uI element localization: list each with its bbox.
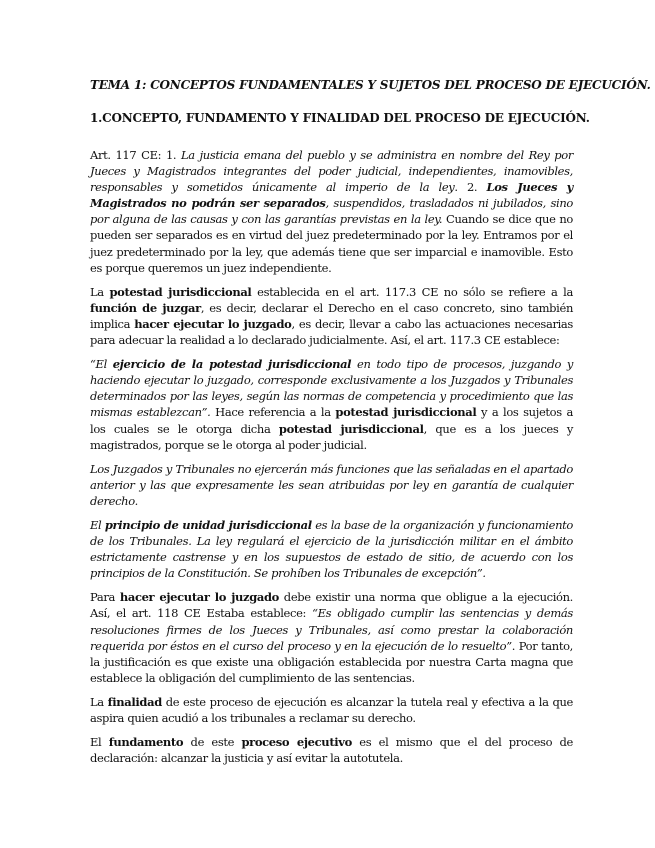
paragraph-unidad: El principio de unidad jurisdiccional es la base de la organización y funcionamiento de los Tribunales. La ley regulará el ejercicio de la jurisdicción militar en el ámbito estrictamente castrense y en los supuestos de estado de sitio, de acuerdo con los principios de la Constitución. Se prohíben los Tribunales de excepción”. bbox=[90, 517, 573, 581]
paragraph-juzgados: Los Juzgados y Tribunales no ejercerán más funciones que las señaladas en el apartado anterior y las que expresamente les sean atribuidas por ley en garantía de cualquier derecho. bbox=[90, 461, 573, 508]
paragraph-potestad: La potestad jurisdiccional establecida en el art. 117.3 CE no sólo se refiere a la función de juzgar, es decir, declarar el Derecho en el caso concreto, sino también implica hacer ejecutar lo juzgado, es decir, llevar a cabo las actuaciones necesarias para adecuar la realidad a lo declarado judicialmente. Así, el art. 117.3 CE establece: bbox=[90, 284, 574, 348]
paragraph-finalidad: La finalidad de este proceso de ejecución es alcanzar la tutela real y efectiva a la que aspira quien acudió a los tribunales a reclamar su derecho. bbox=[90, 694, 573, 725]
paragraph-fundamento: El fundamento de este proceso ejecutivo es el mismo que el del proceso de declaración: alcanzar la justicia y así evitar la autotutela. bbox=[90, 735, 573, 766]
document-body bbox=[90, 147, 573, 774]
paragraph-ejercicio: “El ejercicio de la potestad jurisdiccional en todo tipo de procesos, juzgando y haciendo ejecutar lo juzgado, corresponde exclusivamente a los Juzgados y Tribunales determinados por las leyes, según las normas de competencia y procedimiento que las mismas establezcan”. Hace referencia a la potestad jurisdiccional y a los sujetos a los cuales se le otorga dicha potestad jurisdiccional, que es a los jueces y magistrados, porque se le otorga al poder judicial. bbox=[90, 357, 573, 452]
section-heading: 1.CONCEPTO, FUNDAMENTO Y FINALIDAD DEL PROCESO DE EJECUCIÓN. bbox=[90, 111, 590, 125]
paragraph-art-117: Art. 117 CE: 1. La justicia emana del pueblo y se administra en nombre del Rey por Jueces y Magistrados integrantes del poder judicial, independientes, inamovibles, responsables y sometidos únicamente al imperio de la ley. 2. Los Jueces y Magistrados no podrán ser separados, suspendidos, trasladados ni jubilados, sino por alguna de las causas y con las garantías previstas en la ley. Cuando se dice que no pueden ser separados es en virtud del juez predeterminado por la ley. Entramos por el juez predeterminado por la ley, que además tiene que ser imparcial e inamovible. Esto es porque queremos un juez independiente. bbox=[90, 148, 574, 275]
paragraph-art-118: Para hacer ejecutar lo juzgado debe existir una norma que obligue a la ejecución. Así, el art. 118 CE Estaba establece: “Es obligado cumplir las sentencias y demás resoluciones firmes de los Jueces y Tribunales, así como prestar la colaboración requerida por éstos en el curso del proceso y en la ejecución de lo resuelto”. Por tanto, la justificación es que existe una obligación establecida por nuestra Carta magna que establece la obligación del cumplimiento de las sentencias. bbox=[90, 590, 573, 685]
document-title: TEMA 1: CONCEPTOS FUNDAMENTALES Y SUJETOS DEL PROCESO DE EJECUCIÓN. bbox=[90, 78, 651, 92]
